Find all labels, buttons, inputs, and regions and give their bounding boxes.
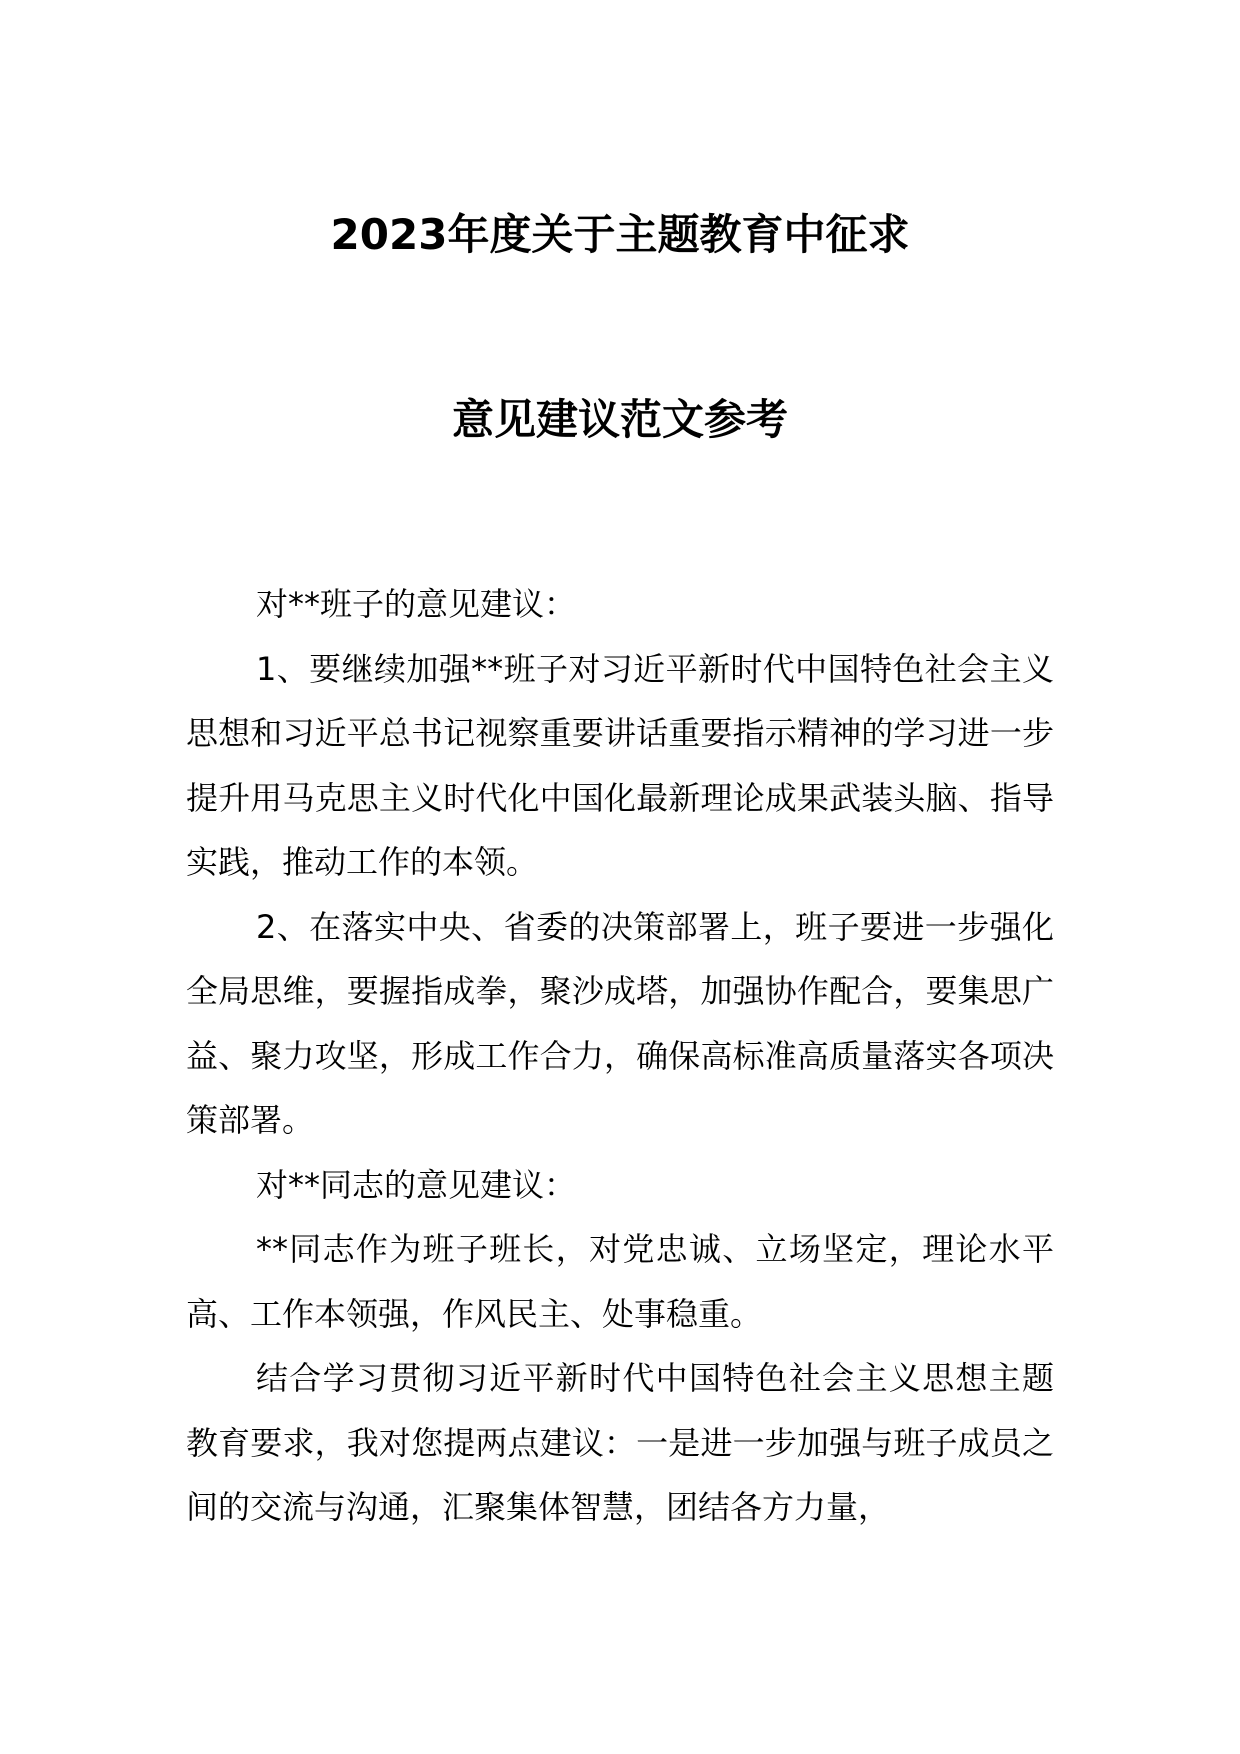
paragraph-team-heading: 对**班子的意见建议： [256,585,577,623]
document-title-line-2: 意见建议范文参考 [451,395,788,444]
paragraph-comrade-heading: 对**同志的意见建议： [256,1165,577,1204]
document-body [186,572,1054,1540]
paragraph-item-2: 2、在落实中央、省委的决策部署上，班子要进一步强化全局思维，要握指成拳，聚沙成塔，加强协作配合，要集思广益、聚力攻坚，形成工作合力，确保高标准高质量落实各项决策部署。 [186,907,1054,1139]
paragraph-item-1: 1、要继续加强**班子对习近平新时代中国特色社会主义思想和习近平总书记视察重要讲话重要指示精神的学习进一步提升用马克思主义时代化中国化最新理论成果武装头脑、指导实践，推动工作的本领。 [186,649,1054,881]
document-title-line-1: 2023年度关于主题教育中征求 [330,210,910,259]
paragraph-comrade-evaluation: **同志作为班子班长，对党忠诚、立场坚定，理论水平高、工作本领强，作风民主、处事稳重。 [186,1230,1054,1333]
paragraph-suggestions: 结合学习贯彻习近平新时代中国特色社会主义思想主题教育要求，我对您提两点建议：一是进一步加强与班子成员之间的交流与沟通，汇聚集体智慧，团结各方力量， [186,1359,1054,1526]
